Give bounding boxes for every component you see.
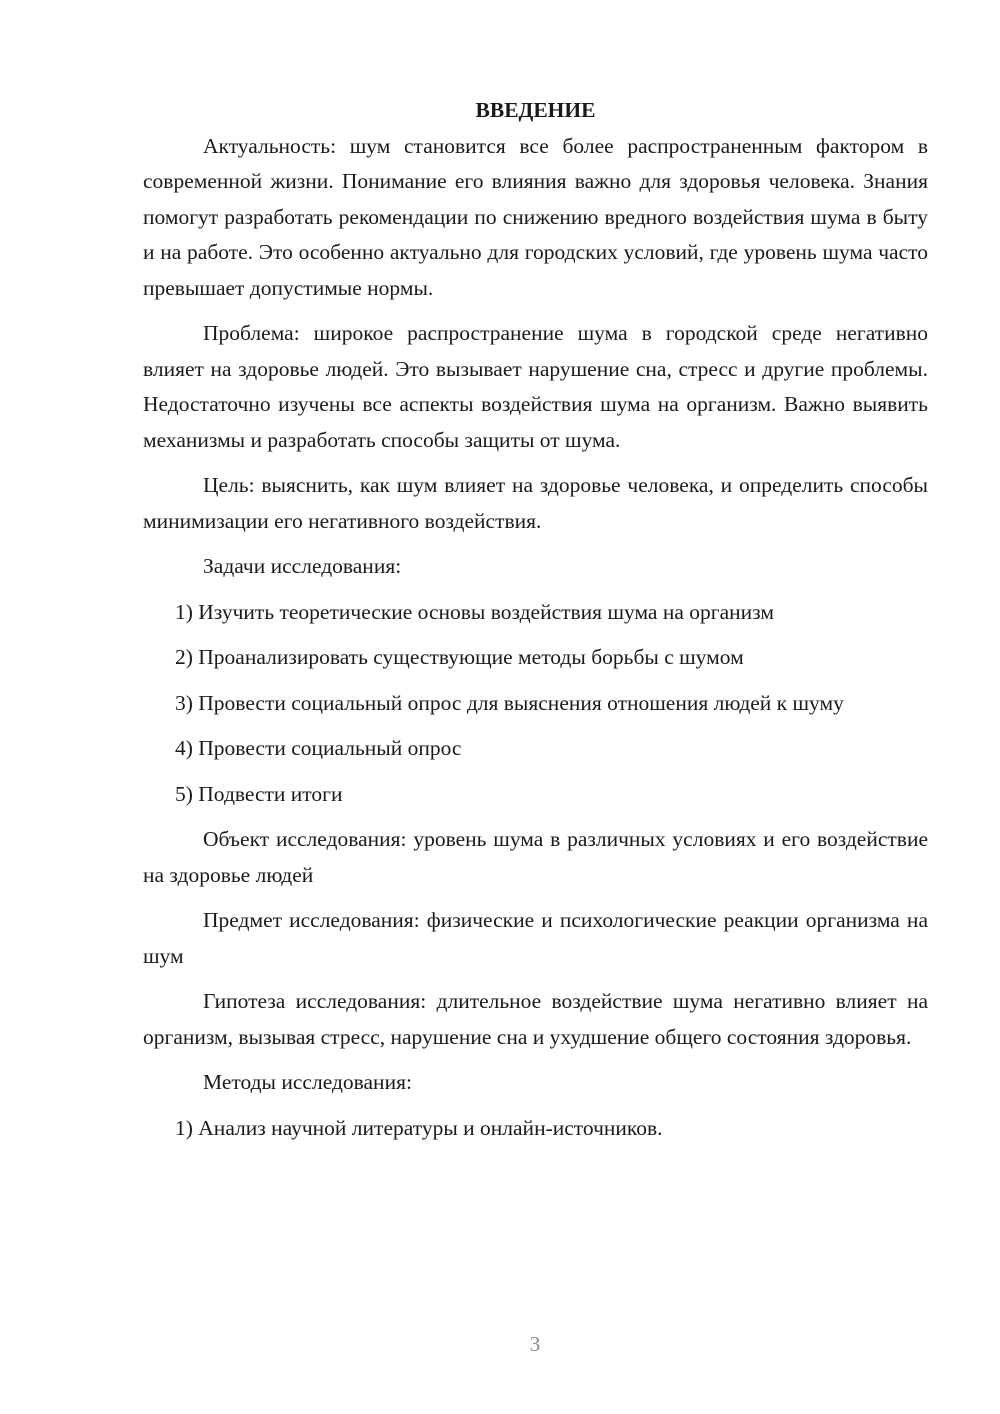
hypothesis-paragraph: Гипотеза исследования: длительное воздействие шума негативно влияет на организм, вызывая стресс, нарушение сна и ухудшение общего состояния здоровья. (143, 989, 928, 1049)
methods-heading: Методы исследования: (203, 1070, 412, 1094)
problem-paragraph: Проблема: широкое распространение шума в городской среде негативно влияет на здоровье людей. Это вызывает нарушение сна, стресс и другие проблемы. Недостаточно изучены все аспекты воздействия шума на организм. Важно выявить механизмы и разработать способы защиты от шума. (143, 321, 928, 452)
document-page (143, 93, 928, 1156)
subject-paragraph: Предмет исследования: физические и психологические реакции организма на шум (143, 908, 928, 968)
task-item-4: 4) Провести социальный опрос (175, 736, 462, 760)
relevance-paragraph: Актуальность: шум становится все более распространенным фактором в современной жизни. Понимание его влияния важно для здоровья человека. Знания помогут разработать рекомендации по снижению вредного воздействия шума в быту и на работе. Это особенно актуально для городских условий, где уровень шума часто превышает допустимые нормы. (143, 133, 928, 300)
task-item-3: 3) Провести социальный опрос для выяснения отношения людей к шуму (175, 690, 844, 715)
goal-paragraph: Цель: выяснить, как шум влияет на здоровье человека, и определить способы минимизации его негативного воздействия. (143, 473, 928, 533)
section-title: ВВЕДЕНИЕ (475, 98, 596, 122)
method-item-1: 1) Анализ научной литературы и онлайн-источников. (175, 1115, 663, 1140)
object-paragraph: Объект исследования: уровень шума в различных условиях и его воздействие на здоровье людей (143, 827, 928, 887)
task-item-2: 2) Проанализировать существующие методы борьбы с шумом (175, 645, 744, 669)
tasks-heading: Задачи исследования: (203, 554, 402, 578)
page-number: 3 (529, 1332, 541, 1356)
task-item-1: 1) Изучить теоретические основы воздействия шума на организм (175, 599, 774, 624)
task-item-5: 5) Подвести итоги (175, 781, 343, 806)
